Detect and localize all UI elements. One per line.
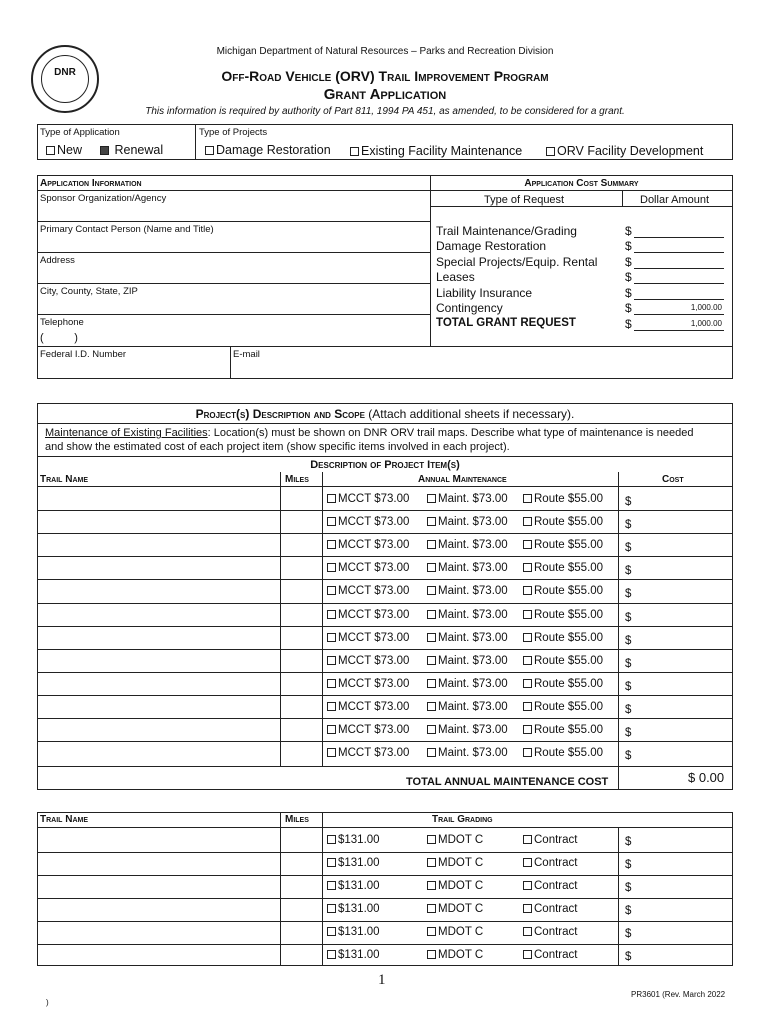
cost-item-label: Special Projects/Equip. Rental (436, 255, 598, 269)
renewal-checkbox[interactable]: Renewal (100, 143, 163, 157)
mcct-checkbox[interactable]: MCCT $73.00 (327, 585, 409, 597)
mdot-c-checkbox[interactable]: MDOT C (427, 949, 483, 961)
mcct-checkbox[interactable]: MCCT $73.00 (327, 724, 409, 736)
mdot-c-checkbox[interactable]: MDOT C (427, 926, 483, 938)
authority-statement: This information is required by authority of Part 811, 1994 PA 451, as amended, to be considered for a grant. (145, 106, 625, 117)
cost-item-label: Damage Restoration (436, 239, 547, 253)
corner-mark: ) (46, 998, 49, 1007)
amount-field[interactable] (634, 290, 724, 300)
route-checkbox[interactable]: Route $55.00 (523, 562, 603, 574)
maint-checkbox[interactable]: Maint. $73.00 (427, 747, 508, 759)
telephone-field[interactable]: ( ) (40, 332, 78, 344)
cost-item-label: Liability Insurance (436, 286, 533, 300)
maint-checkbox[interactable]: Maint. $73.00 (427, 655, 508, 667)
cost-dollar-sign: $ (625, 588, 632, 600)
total-amount: 1,000.00 (690, 319, 722, 328)
maint-checkbox[interactable]: Maint. $73.00 (427, 678, 508, 690)
dollar-sign: $ (625, 301, 632, 315)
amount-field[interactable] (634, 259, 724, 269)
miles-header: Miles (285, 474, 309, 485)
cost-header: Cost (662, 474, 684, 485)
type-of-request-header: Type of Request (484, 194, 565, 206)
form-number: PR3601 (Rev. March 2022 (631, 990, 726, 999)
route-checkbox[interactable]: Route $55.00 (523, 655, 603, 667)
dollar-sign: $ (625, 317, 632, 331)
cost-dollar-sign: $ (625, 496, 632, 508)
existing-facility-checkbox[interactable]: Existing Facility Maintenance (350, 144, 522, 158)
grading-131-checkbox[interactable]: $131.00 (327, 926, 380, 938)
contract-checkbox[interactable]: Contract (523, 834, 577, 846)
damage-restoration-checkbox[interactable]: Damage Restoration (205, 143, 331, 157)
mcct-checkbox[interactable]: MCCT $73.00 (327, 655, 409, 667)
type-of-application-label: Type of Application (40, 127, 120, 138)
mcct-checkbox[interactable]: MCCT $73.00 (327, 493, 409, 505)
cost-dollar-sign: $ (625, 635, 632, 647)
mdot-c-checkbox[interactable]: MDOT C (427, 834, 483, 846)
mdot-c-checkbox[interactable]: MDOT C (427, 857, 483, 869)
form-title: Grant Application (323, 86, 447, 103)
description-heading: Description of Project Item(s) (310, 459, 460, 471)
mcct-checkbox[interactable]: MCCT $73.00 (327, 562, 409, 574)
amount-field[interactable] (634, 243, 724, 253)
grading-131-checkbox[interactable]: $131.00 (327, 903, 380, 915)
dollar-sign: $ (625, 270, 632, 284)
dollar-amount-header: Dollar Amount (640, 194, 710, 206)
grading-trail-name-header: Trail Name (40, 814, 88, 825)
cost-dollar-sign: $ (625, 681, 632, 693)
route-checkbox[interactable]: Route $55.00 (523, 493, 603, 505)
route-checkbox[interactable]: Route $55.00 (523, 701, 603, 713)
mdot-c-checkbox[interactable]: MDOT C (427, 880, 483, 892)
grading-dollar-sign: $ (625, 928, 632, 940)
contract-checkbox[interactable]: Contract (523, 880, 577, 892)
city-label: City, County, State, ZIP (40, 286, 138, 297)
grading-131-checkbox[interactable]: $131.00 (327, 880, 380, 892)
dollar-sign: $ (625, 224, 632, 238)
mcct-checkbox[interactable]: MCCT $73.00 (327, 539, 409, 551)
cost-dollar-sign: $ (625, 519, 632, 531)
maintenance-instructions: Maintenance of Existing Facilities: Location(s) must be shown on DNR ORV trail maps. Describe what type of maintenance is needed (45, 427, 694, 439)
cost-item-label: Contingency (436, 301, 503, 315)
grading-131-checkbox[interactable]: $131.00 (327, 949, 380, 961)
grading-dollar-sign: $ (625, 859, 632, 871)
mcct-checkbox[interactable]: MCCT $73.00 (327, 747, 409, 759)
federal-id-label: Federal I.D. Number (40, 349, 127, 360)
seal-text: DNR (54, 67, 76, 78)
cost-dollar-sign: $ (625, 542, 632, 554)
cost-item-label: Leases (436, 270, 475, 284)
maint-checkbox[interactable]: Maint. $73.00 (427, 562, 508, 574)
amount-field[interactable] (634, 228, 724, 238)
type-of-projects-label: Type of Projects (199, 127, 268, 138)
grading-131-checkbox[interactable]: $131.00 (327, 834, 380, 846)
dollar-sign: $ (625, 239, 632, 253)
grading-131-checkbox[interactable]: $131.00 (327, 857, 380, 869)
route-checkbox[interactable]: Route $55.00 (523, 724, 603, 736)
route-checkbox[interactable]: Route $55.00 (523, 585, 603, 597)
route-checkbox[interactable]: Route $55.00 (523, 539, 603, 551)
mdot-c-checkbox[interactable]: MDOT C (427, 903, 483, 915)
maint-checkbox[interactable]: Maint. $73.00 (427, 493, 508, 505)
application-info-heading: Application Information (40, 178, 142, 189)
route-checkbox[interactable]: Route $55.00 (523, 516, 603, 528)
orv-facility-checkbox[interactable]: ORV Facility Development (546, 144, 703, 158)
grading-miles-header: Miles (285, 814, 309, 825)
route-checkbox[interactable]: Route $55.00 (523, 747, 603, 759)
program-title: Off-Road Vehicle (ORV) Trail Improvement Program (221, 68, 549, 84)
grading-dollar-sign: $ (625, 836, 632, 848)
total-annual-maintenance-value: $ 0.00 (688, 770, 725, 785)
sponsor-label: Sponsor Organization/Agency (40, 193, 167, 204)
trail-name-header: Trail Name (40, 474, 88, 485)
cost-summary-heading: Application Cost Summary (524, 178, 639, 189)
maint-checkbox[interactable]: Maint. $73.00 (427, 724, 508, 736)
page-number: 1 (378, 972, 386, 988)
contract-checkbox[interactable]: Contract (523, 926, 577, 938)
route-checkbox[interactable]: Route $55.00 (523, 632, 603, 644)
dollar-sign: $ (625, 255, 632, 269)
contract-checkbox[interactable]: Contract (523, 903, 577, 915)
route-checkbox[interactable]: Route $55.00 (523, 609, 603, 621)
cost-item-label: Trail Maintenance/Grading (436, 224, 577, 238)
cost-dollar-sign: $ (625, 727, 632, 739)
annual-maintenance-header: Annual Maintenance (418, 474, 507, 485)
maintenance-instructions-line2: and show the estimated cost of each project item (show specific items involved in each project). (45, 441, 510, 453)
department-name: Michigan Department of Natural Resources – Parks and Recreation Division (216, 46, 554, 57)
new-checkbox[interactable]: New (46, 143, 82, 157)
contract-checkbox[interactable]: Contract (523, 949, 577, 961)
grading-dollar-sign: $ (625, 882, 632, 894)
grading-dollar-sign: $ (625, 951, 632, 963)
mcct-checkbox[interactable]: MCCT $73.00 (327, 632, 409, 644)
cost-dollar-sign: $ (625, 704, 632, 716)
maint-checkbox[interactable]: Maint. $73.00 (427, 585, 508, 597)
mcct-checkbox[interactable]: MCCT $73.00 (327, 678, 409, 690)
contact-label: Primary Contact Person (Name and Title) (40, 224, 214, 235)
address-label: Address (40, 255, 75, 266)
contract-checkbox[interactable]: Contract (523, 857, 577, 869)
maint-checkbox[interactable]: Maint. $73.00 (427, 632, 508, 644)
maint-checkbox[interactable]: Maint. $73.00 (427, 539, 508, 551)
cost-dollar-sign: $ (625, 658, 632, 670)
trail-grading-header: Trail Grading (432, 814, 493, 825)
mcct-checkbox[interactable]: MCCT $73.00 (327, 609, 409, 621)
cost-dollar-sign: $ (625, 750, 632, 762)
dollar-sign: $ (625, 286, 632, 300)
maint-checkbox[interactable]: Maint. $73.00 (427, 701, 508, 713)
contingency-amount: 1,000.00 (690, 303, 722, 312)
telephone-label: Telephone (40, 317, 84, 328)
total-annual-maintenance-label: TOTAL ANNUAL MAINTENANCE COST (406, 776, 609, 788)
maint-checkbox[interactable]: Maint. $73.00 (427, 609, 508, 621)
project-description-heading: Project(s) Description and Scope (Attach additional sheets if necessary). (195, 407, 575, 421)
route-checkbox[interactable]: Route $55.00 (523, 678, 603, 690)
mcct-checkbox[interactable]: MCCT $73.00 (327, 516, 409, 528)
mcct-checkbox[interactable]: MCCT $73.00 (327, 701, 409, 713)
grading-dollar-sign: $ (625, 905, 632, 917)
maint-checkbox[interactable]: Maint. $73.00 (427, 516, 508, 528)
cost-dollar-sign: $ (625, 565, 632, 577)
email-label: E-mail (233, 349, 260, 360)
cost-dollar-sign: $ (625, 612, 632, 624)
amount-field[interactable] (634, 274, 724, 284)
total-grant-request-label: TOTAL GRANT REQUEST (436, 317, 576, 329)
